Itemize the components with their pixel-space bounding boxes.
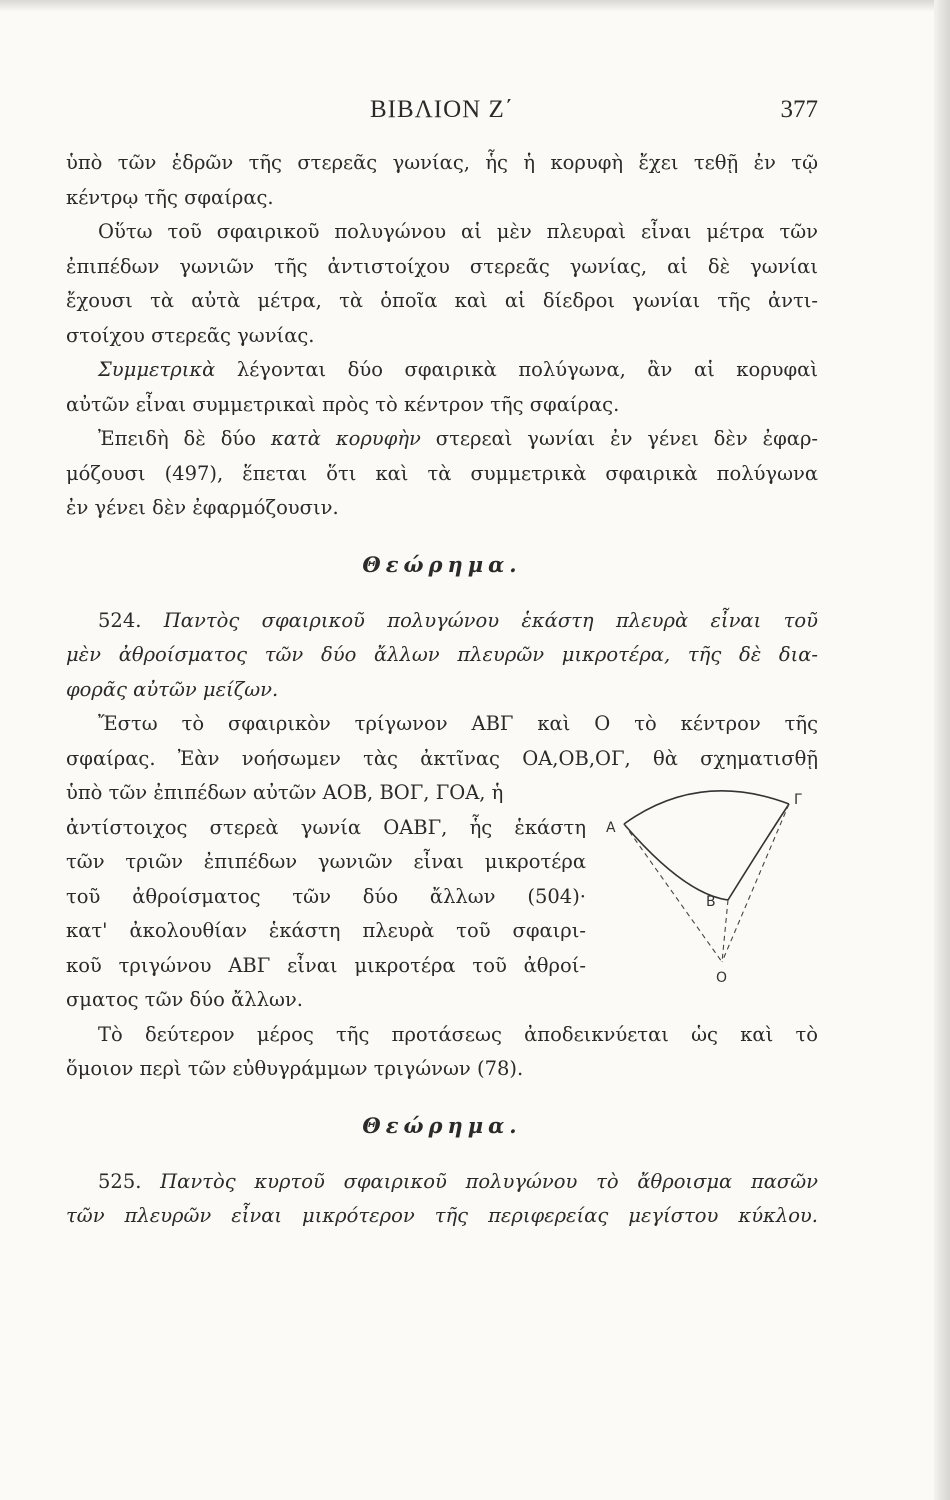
text-line [66,422,818,457]
text-line: φορᾶς αὐτῶν μείζων. [66,677,279,701]
text-span: Ἐπειδὴ δὲ δύο [98,427,271,450]
radius-oa [624,824,722,962]
emphasized-term: κατὰ κορυφὴν [270,427,421,450]
page-header [66,96,818,130]
radius-og [722,804,789,962]
page-top-shadow [0,0,950,12]
text-line: μὲν ἀθροίσματος τῶν δύο ἄλλων πλευρῶν μικροτέρα, τῆς δὲ δια- [66,643,818,666]
text-line: τῶν τριῶν ἐπιπέδων γωνιῶν εἶναι μικροτέρα [66,850,586,873]
text-line: Τὸ δεύτερον μέρος τῆς προτάσεως ἀποδεικνύεται ὡς καὶ τὸ [98,1022,818,1046]
arc-ab [624,824,728,900]
label-o: Ο [716,970,728,986]
paragraph-sides-measures [66,215,818,353]
text-line: ὑπὸ τῶν ἐπιπέδων αὐτῶν ΑΟΒ, ΒΟΓ, ΓΟΑ, ἡ [66,781,504,804]
text-line: τῶν πλευρῶν εἶναι μικρότερον τῆς περιφερείας μεγίστου κύκλου. [66,1204,818,1227]
text-line: αὐτῶν εἶναι συμμετρικαὶ πρὸς τὸ κέντρον τῆς σφαίρας. [66,392,620,416]
text-line: στοίχου στερεᾶς γωνίας. [66,323,315,347]
page-number: 377 [780,96,818,123]
figure-row [66,776,818,1018]
text-line: ὑπὸ τῶν ἑδρῶν τῆς στερεᾶς γωνίας, ἧς ἡ κορυφὴ ἔχει τεθῇ ἐν τῷ [66,151,818,174]
text-line: κατ' ἀκολουθίαν ἑκάστη πλευρὰ τοῦ σφαιρι- [66,919,586,942]
page-edge-shadow [934,0,950,1500]
label-b: Β [706,894,716,910]
text-line: ἐν γένει δὲν ἐφαρμόζουσιν. [66,496,339,519]
paragraph-sphere-center [66,146,818,215]
defined-term: Συμμετρικὰ [98,358,216,381]
text-span: στερεαὶ γωνίαι ἐν γένει δὲν ἐφαρ- [420,427,818,450]
paragraph-vertical-angles [66,422,818,526]
theorem-statement: Παντὸς σφαιρικοῦ πολυγώνου ἑκάστη πλευρὰ εἶναι τοῦ [163,608,818,632]
text-line: μόζουσι (497), ἕπεται ὅτι καὶ τὰ συμμετρικὰ σφαιρικὰ πολύγωνα [66,461,818,485]
label-g: Γ [794,792,802,808]
text-line: τοῦ ἀθροίσματος τῶν δύο ἄλλων (504)· [66,884,586,908]
text-line: Ἔστω τὸ σφαιρικὸν τρίγωνον ΑΒΓ καὶ Ο τὸ κέντρον τῆς [98,712,818,735]
label-a: Α [606,820,616,836]
text-span: λέγονται δύο σφαιρικὰ πολύγωνα, ἂν αἱ κορυφαὶ [215,358,818,381]
spherical-triangle-figure [604,782,824,1012]
theorem-525 [66,1165,818,1234]
paragraph-symmetric-definition [66,353,818,422]
theorem-heading: Θεώρημα. [362,551,522,577]
theorem-statement: Παντὸς κυρτοῦ σφαιρικοῦ πολυγώνου τὸ ἄθροισμα πασῶν [160,1169,818,1193]
theorem-number: 525. [98,1169,142,1193]
theorem-number: 524. [98,608,142,632]
text-line: Οὕτω τοῦ σφαιρικοῦ πολυγώνου αἱ μὲν πλευραὶ εἶναι μέτρα τῶν [98,220,818,243]
theorem-heading: Θεώρημα. [362,1112,522,1138]
text-line: ἔχουσι τὰ αὐτὰ μέτρα, τὰ ὁποῖα καὶ αἱ δίεδροι γωνίαι τῆς ἀντι- [66,289,818,312]
text-line [66,353,818,388]
theorem-524 [66,604,818,1087]
arc-bg [728,804,789,900]
text-line: κοῦ τριγώνου ΑΒΓ εἶναι μικροτέρα τοῦ ἀθροί- [66,953,586,977]
text-line: ἐπιπέδων γωνιῶν τῆς ἀντιστοίχου στερεᾶς γωνίας, αἱ δὲ γωνίαι [66,254,818,278]
text-line [66,604,818,639]
text-line: σματος τῶν δύο ἄλλων. [66,988,303,1011]
radius-ob [722,900,728,962]
text-line: ὅμοιον περὶ τῶν εὐθυγράμμων τριγώνων (78). [66,1057,524,1080]
page-body [66,146,818,1234]
arc-ag [624,791,789,824]
running-title: ΒΙΒΛΙΟΝ Ζ΄ [369,96,515,123]
text-line: ἀντίστοιχος στερεὰ γωνία ΟΑΒΓ, ἧς ἑκάστη [66,815,586,839]
figure-wrap-text [66,776,586,1018]
text-line: σφαίρας. Ἐὰν νοήσωμεν τὰς ἀκτῖνας ΟΑ,ΟΒ,ΟΓ, θὰ σχηματισθῇ [66,746,818,770]
text-line: κέντρῳ τῆς σφαίρας. [66,185,274,209]
text-line [66,1165,818,1200]
